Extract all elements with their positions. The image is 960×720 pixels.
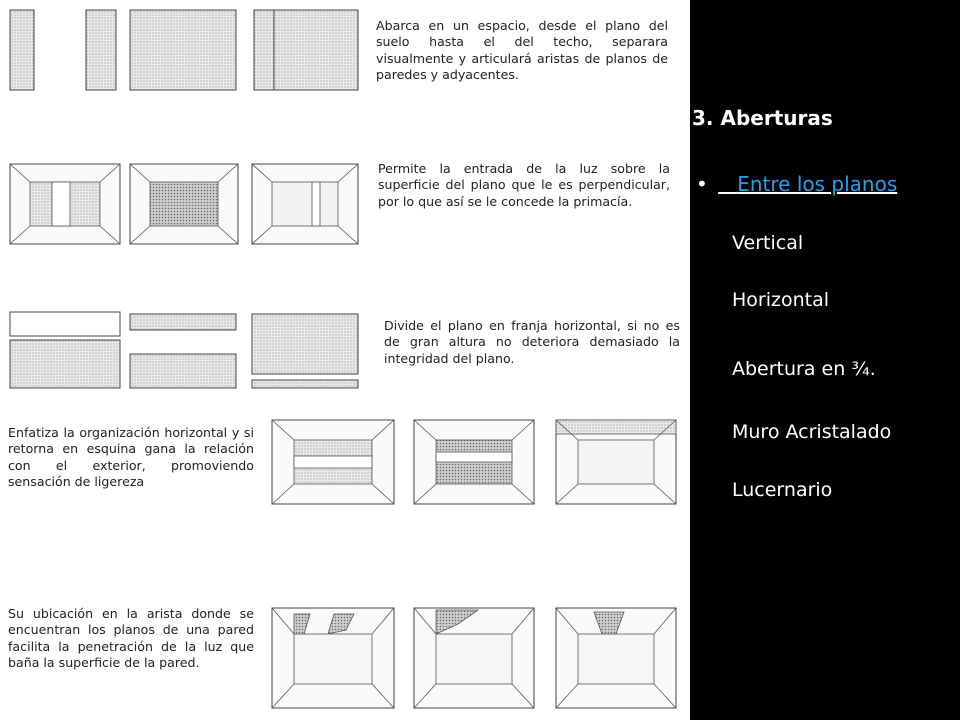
sketch-row-rooms-horizontal: [268, 418, 688, 508]
bullet: •: [696, 172, 708, 196]
sketch-row-vertical-planes: [8, 8, 368, 96]
description-horizontal: Divide el plano en franja horizontal, si no es de gran altura no deteriora demasiado la integridad del plano.: [384, 318, 680, 366]
entre-los-planos-label[interactable]: Entre los planos: [737, 172, 898, 196]
item-vertical: Vertical: [732, 232, 804, 254]
sketch-row-rooms-vertical: [8, 162, 368, 250]
description-corner: Su ubicación en la arista donde se encuentran los planos de una pared facilita la penetración de la luz que baña la superficie de la pared.: [8, 606, 254, 670]
sketch-row-rooms-corner: [268, 604, 688, 716]
description-vertical-room: Permite la entrada de la luz sobre la superficie del plano que le es perpendicular, por lo que así se le concede la primacía.: [378, 161, 670, 209]
sketch-row-horizontal-strips: [8, 310, 368, 394]
link-row: [696, 172, 897, 196]
topic-panel: [690, 0, 960, 720]
item-lucernario: Lucernario: [732, 479, 833, 501]
description-vertical: Abarca en un espacio, desde el plano del suelo hasta el del techo, separara visualmente y articulará aristas de planos de paredes y adyacentes.: [376, 18, 668, 82]
item-abertura-tres-cuartos: Abertura en ¾.: [732, 358, 876, 380]
item-horizontal: Horizontal: [732, 289, 830, 311]
panel-heading: 3. Aberturas: [692, 106, 833, 130]
item-muro-acristalado: Muro Acristalado: [732, 421, 892, 443]
entre-los-planos-link[interactable]: [718, 172, 897, 196]
description-horizontal-room: Enfatiza la organización horizontal y si retorna en esquina gana la relación con el exterior, promoviendo sensación de ligereza: [8, 425, 254, 489]
